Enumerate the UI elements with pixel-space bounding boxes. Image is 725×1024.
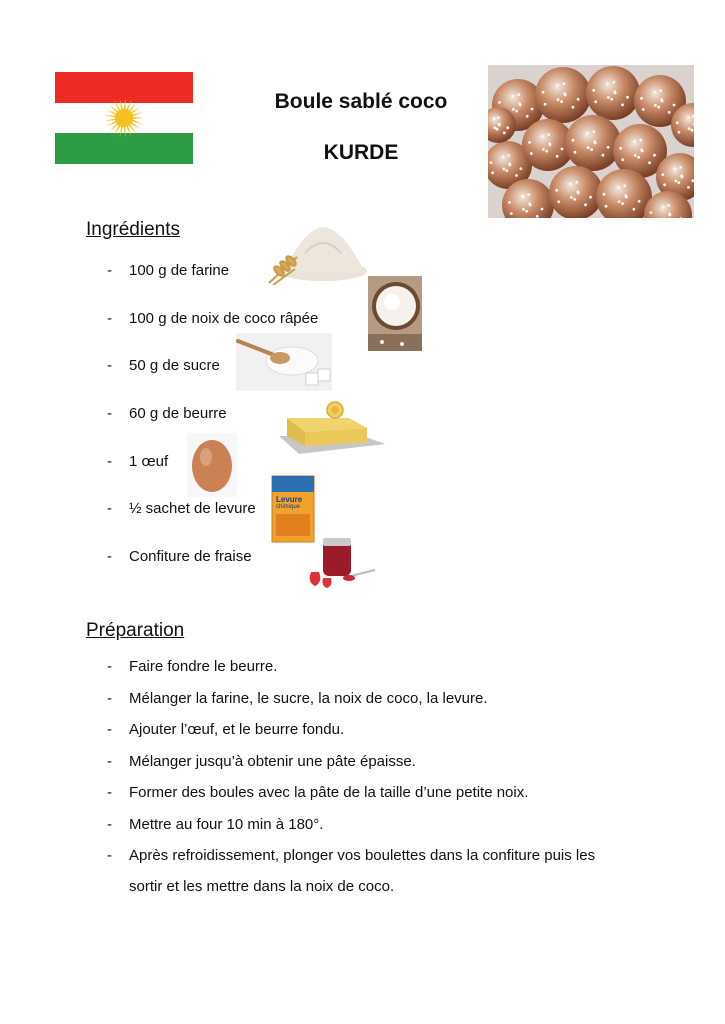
list-dash: - [107,262,112,279]
coconut-balls-photo [488,65,694,218]
recipe-subtitle: KURDE [323,141,399,164]
list-dash: - [107,500,112,517]
preparation-step [0,690,660,710]
ingredient-text: 60 g de beurre [129,405,227,422]
preparation-step [0,721,660,741]
step-text: Ajouter l’œuf, et le beurre fondu. [129,721,345,738]
list-dash: - [107,784,112,801]
coconut-illustration [368,276,422,351]
kurdistan-flag [55,72,193,164]
step-text: Mettre au four 10 min à 180°. [129,816,324,833]
preparation-step [0,753,660,773]
step-text: Après refroidissement, plonger vos boulettes dans la confiture puis les [129,847,596,864]
list-dash: - [107,405,112,422]
yeast-packet-sublabel: chimique [276,504,301,510]
step-text: Mélanger jusqu’à obtenir une pâte épaisse. [129,753,416,770]
list-dash: - [107,690,112,707]
preparation-heading: Préparation [86,620,185,641]
ingredient-text: Confiture de fraise [129,548,252,565]
preparation-step-continued [0,878,660,898]
list-dash: - [107,753,112,770]
ingredient-text: 1 œuf [129,453,169,470]
list-dash: - [107,658,112,675]
ingredient-item [0,500,400,520]
ingredient-text: 50 g de sucre [129,357,220,374]
ingredient-text: 100 g de farine [129,262,230,279]
list-dash: - [107,721,112,738]
egg-illustration [187,433,237,497]
preparation-step [0,816,660,836]
butter-illustration [277,398,387,456]
sun-icon [55,72,193,164]
sugar-illustration [236,333,332,391]
ingredient-text: 100 g de noix de coco râpée [129,310,319,327]
preparation-step [0,658,660,678]
list-dash: - [107,357,112,374]
yeast-packet-label: Levure [276,495,303,504]
ingredient-item [0,310,400,330]
list-dash: - [107,816,112,833]
ingredients-heading: Ingrédients [86,219,181,240]
ingredient-item [0,357,400,377]
jam-illustration [305,532,377,590]
list-dash: - [107,548,112,565]
flour-illustration [265,223,369,285]
step-text: Former des boules avec la pâte de la taille d’une petite noix. [129,784,529,801]
list-dash: - [107,847,112,864]
step-text: sortir et les mettre dans la noix de coco. [129,878,395,895]
preparation-step [0,784,660,804]
list-dash: - [107,310,112,327]
step-text: Faire fondre le beurre. [129,658,278,675]
ingredient-text: ½ sachet de levure [129,500,256,517]
list-dash: - [107,453,112,470]
preparation-step [0,847,660,867]
step-text: Mélanger la farine, le sucre, la noix de coco, la levure. [129,690,488,707]
recipe-title: Boule sablé coco [274,90,448,113]
